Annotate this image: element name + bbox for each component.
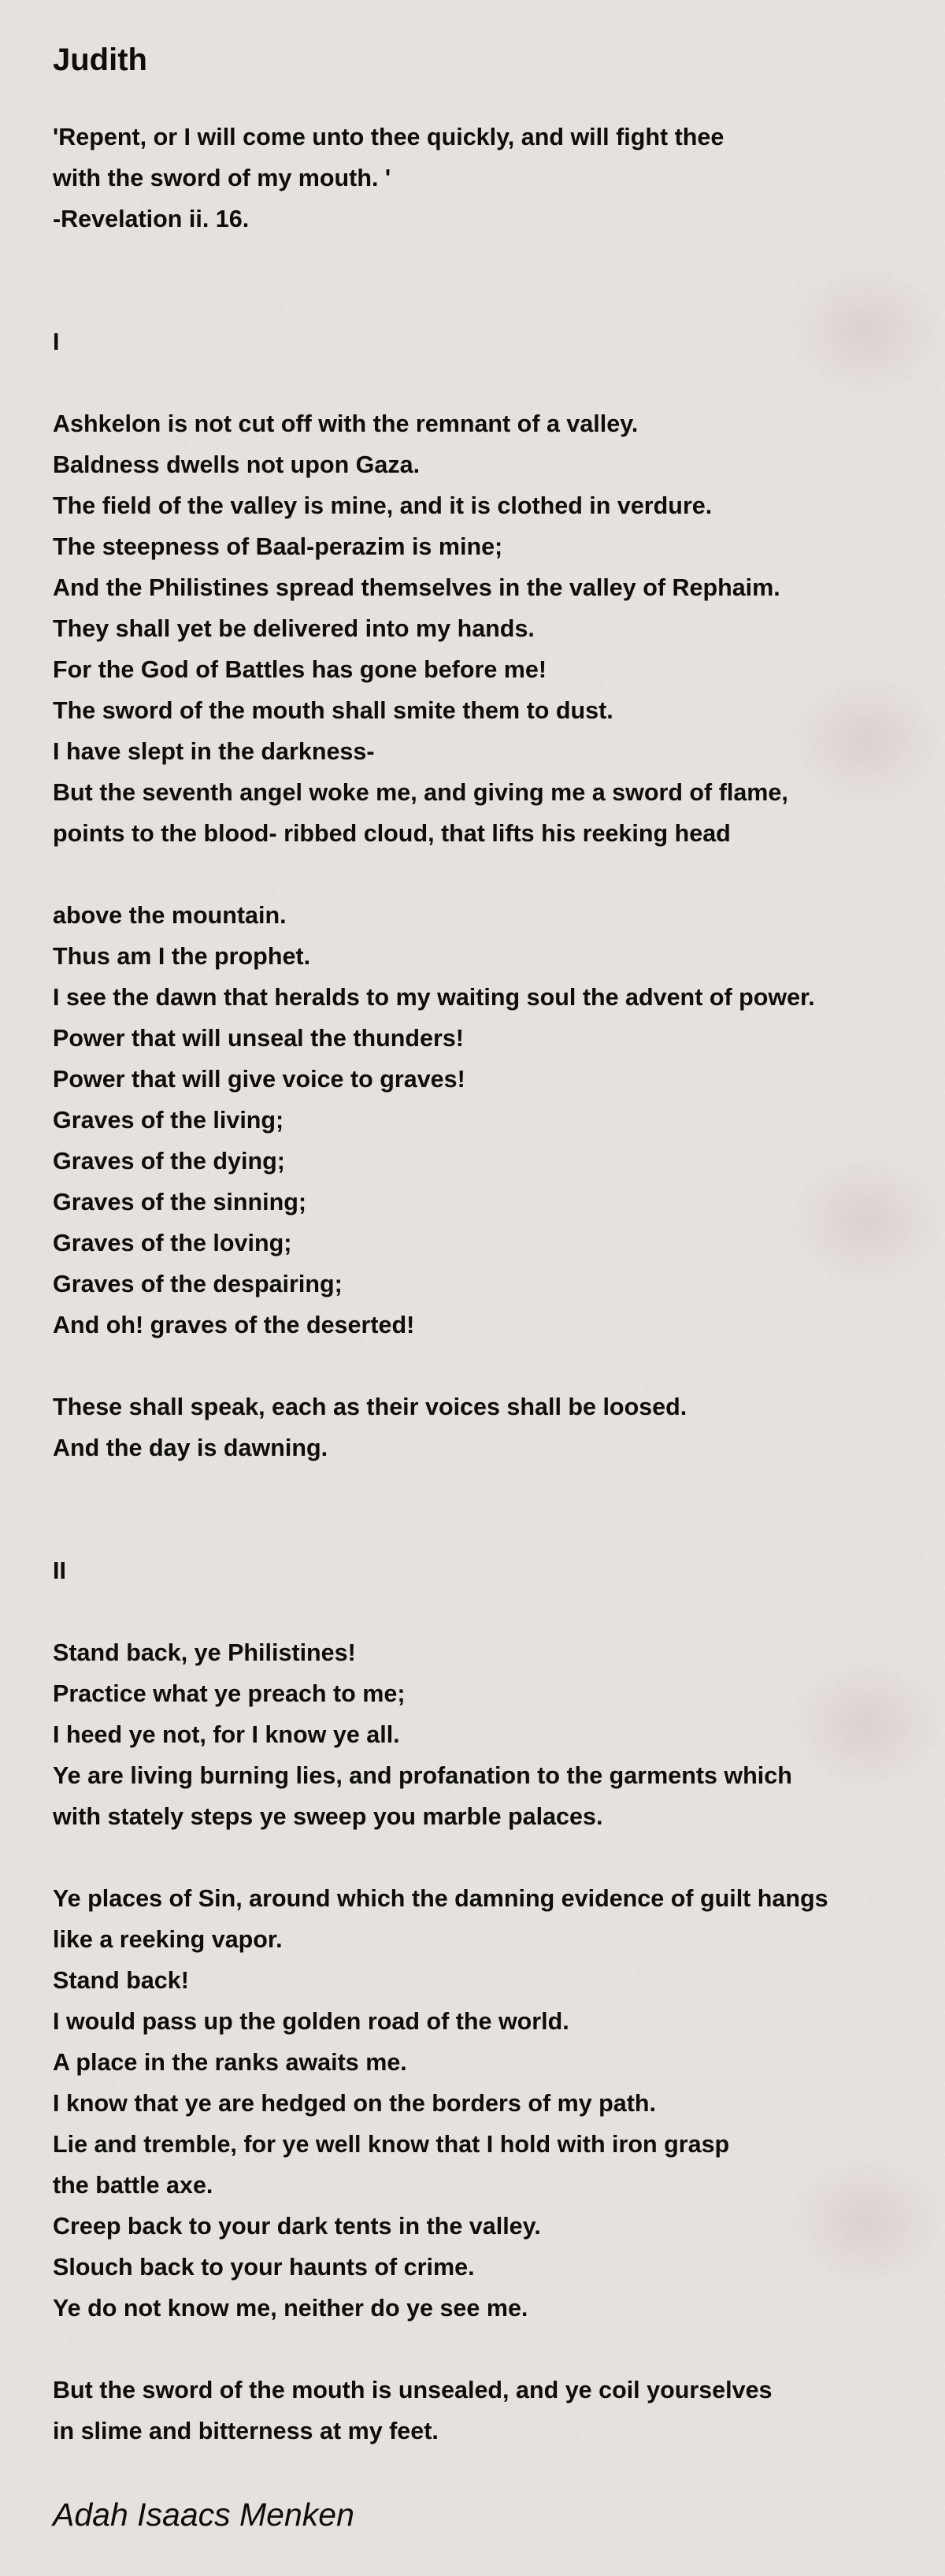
poem-line: And oh! graves of the deserted! [53,1312,415,1338]
poem-line: I would pass up the golden road of the world. [53,2008,569,2035]
poem-line: Ye do not know me, neither do ye see me. [53,2295,528,2322]
poem-line: Practice what ye preach to me; [53,1680,406,1707]
stanza-gap [53,1837,919,1878]
poem-line: Thus am I the prophet. [53,943,311,970]
poem-line: I know that ye are hedged on the borders of my path. [53,2090,656,2117]
poem-line: The field of the valley is mine, and it is clothed in verdure. [53,492,713,519]
poem-line: in slime and bitterness at my feet. [53,2418,439,2444]
poem-title: Judith [53,43,147,77]
poem-line: Power that will give voice to graves! [53,1066,465,1093]
stanza-gap [53,854,919,895]
poem-line: Graves of the dying; [53,1148,285,1175]
poem-line: Stand back! [53,1967,189,1994]
poem-line: I heed ye not, for I know ye all. [53,1721,400,1748]
poem-line: A place in the ranks awaits me. [53,2049,407,2076]
poem-line: 'Repent, or I will come unto thee quickly, and will fight thee [53,124,724,150]
poem-line: the battle axe. [53,2172,213,2199]
poem-line: Slouch back to your haunts of crime. [53,2254,475,2281]
poem-line: Baldness dwells not upon Gaza. [53,451,421,478]
poem-line: Ye places of Sin, around which the damning evidence of guilt hangs [53,1885,828,1912]
stanza-gap [53,1468,919,1509]
stanza-gap [53,2329,919,2370]
poem-line: They shall yet be delivered into my hands. [53,615,535,642]
poem-line: Graves of the despairing; [53,1271,343,1297]
poem-line: I see the dawn that heralds to my waiting soul the advent of power. [53,984,815,1011]
poem-line: points to the blood- ribbed cloud, that lifts his reeking head [53,820,731,847]
poem-line: The steepness of Baal-perazim is mine; [53,533,503,560]
poem-author: Adah Isaacs Menken [53,2496,354,2533]
poem-line: Graves of the living; [53,1107,284,1134]
poem-line: But the seventh angel woke me, and giving me a sword of flame, [53,779,788,806]
poem-line: II [53,1557,66,1584]
poem-line: And the Philistines spread themselves in the valley of Rephaim. [53,574,780,601]
poem-line: Ashkelon is not cut off with the remnant of a valley. [53,410,639,437]
poem-line: Graves of the loving; [53,1230,292,1256]
poem-line: Ye are living burning lies, and profanation to the garments which [53,1762,792,1789]
poem-line: These shall speak, each as their voices shall be loosed. [53,1394,687,1420]
stanza-gap [53,362,919,403]
poem-line: The sword of the mouth shall smite them to dust. [53,697,613,724]
stanza-gap [53,280,919,321]
poem-line: Lie and tremble, for ye well know that I hold with iron grasp [53,2131,730,2158]
poem-line: For the God of Battles has gone before me! [53,656,547,683]
poem-line: Power that will unseal the thunders! [53,1025,464,1052]
stanza-gap [53,1509,919,1550]
poem-line: Creep back to your dark tents in the valley. [53,2213,541,2240]
poem-line: I [53,328,60,355]
poem-line: Stand back, ye Philistines! [53,1639,356,1666]
stanza-gap [53,1591,919,1632]
poem-line: with stately steps ye sweep you marble palaces. [53,1803,603,1830]
poem-line: Graves of the sinning; [53,1189,306,1216]
poem-body [53,117,919,2452]
stanza-gap [53,1346,919,1386]
poem-line: I have slept in the darkness- [53,738,375,765]
poem-line: But the sword of the mouth is unsealed, and ye coil yourselves [53,2377,773,2403]
poem-line: -Revelation ii. 16. [53,206,250,232]
poem-line: like a reeking vapor. [53,1926,283,1953]
poem-line: above the mountain. [53,902,287,929]
stanza-gap [53,239,919,280]
poem-line: And the day is dawning. [53,1435,328,1461]
poem-line: with the sword of my mouth. ' [53,165,391,191]
